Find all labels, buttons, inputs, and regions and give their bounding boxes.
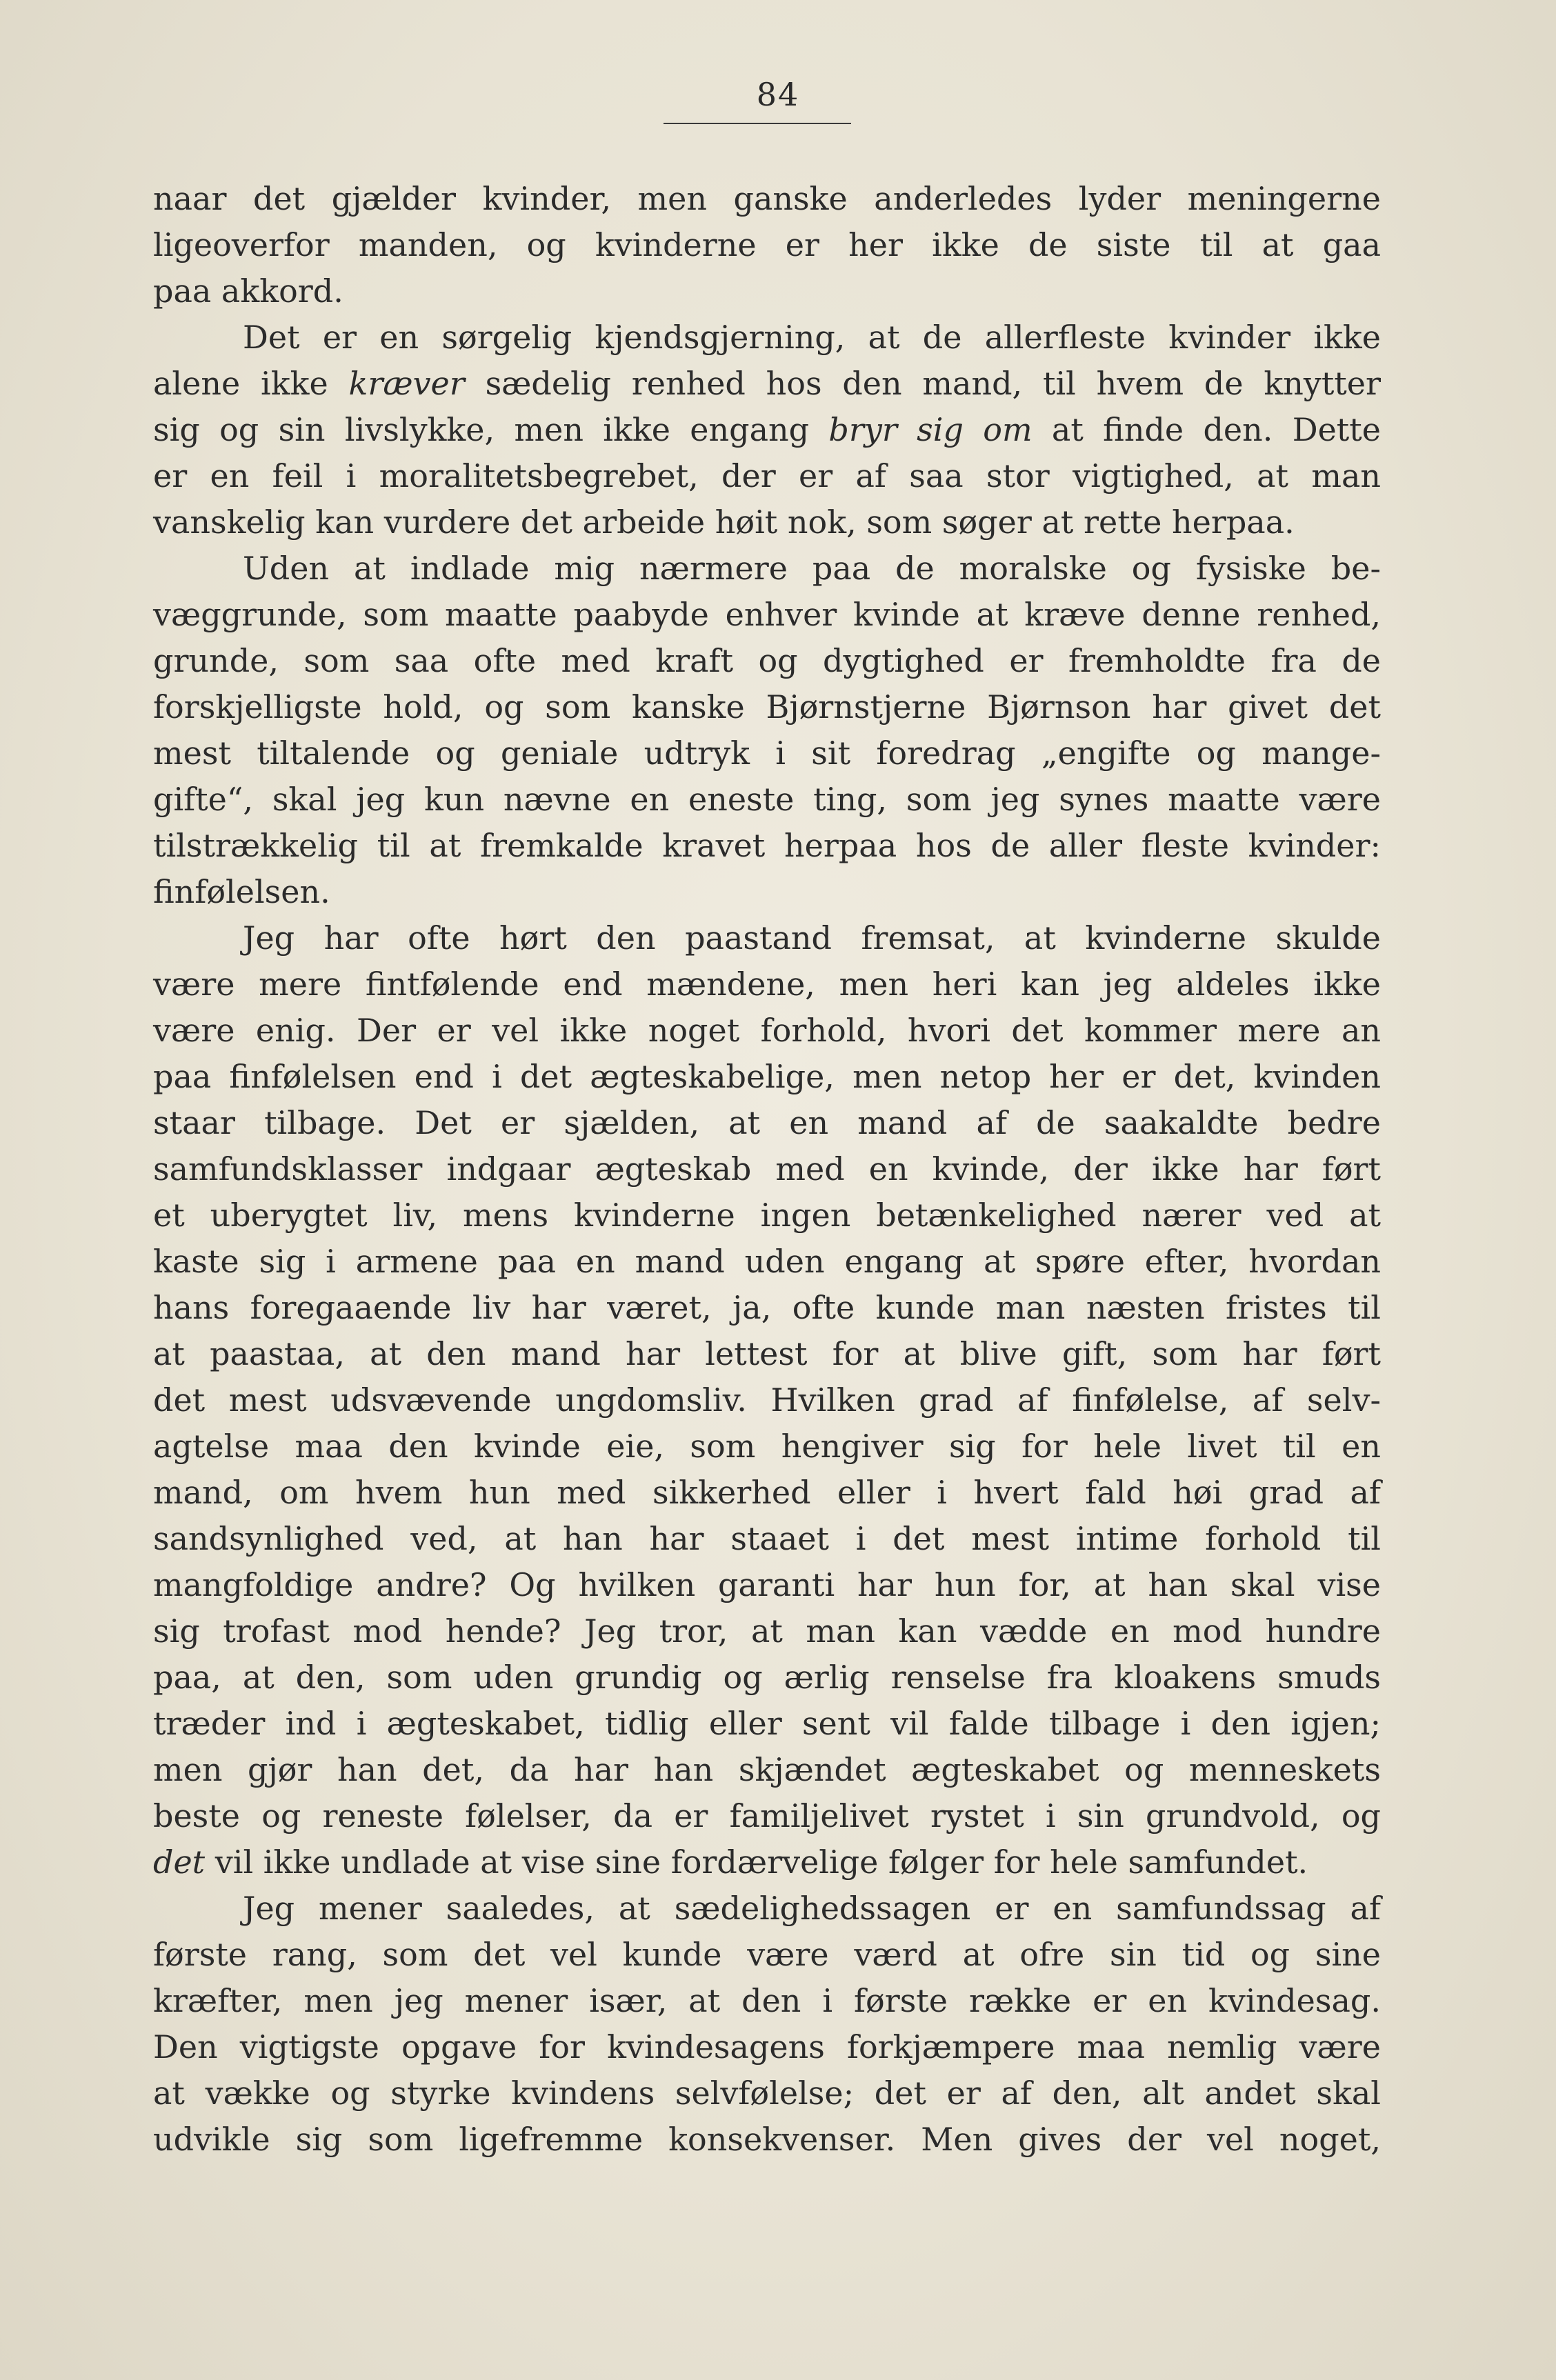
text-line: det vil ikke undlade at vise sine fordærvelige følger for hele samfundet. bbox=[153, 1843, 1308, 1881]
text-line: paa akkord. bbox=[153, 272, 343, 310]
text-line: naar det gjælder kvinder, men ganske anderledes lyder meningerne bbox=[153, 180, 1381, 217]
paragraph-first-line: Uden at indlade mig nærmere paa de moralske og fysiske be- bbox=[243, 550, 1381, 587]
text-line: forskjelligste hold, og som kanske Bjørnstjerne Bjørnson har givet det bbox=[153, 688, 1381, 726]
text-line: træder ind i ægteskabet, tidlig eller sent vil falde tilbage i den igjen; bbox=[153, 1705, 1381, 1742]
text-line: finfølelsen. bbox=[153, 873, 330, 910]
text-line: ligeoverfor manden, og kvinderne er her ikke de siste til at gaa bbox=[153, 226, 1381, 263]
text-line: Den vigtigste opgave for kvindesagens forkjæmpere maa nemlig være bbox=[153, 2028, 1381, 2066]
text-line: mangfoldige andre? Og hvilken garanti har hun for, at han skal vise bbox=[153, 1566, 1381, 1603]
paragraph-first-line: Det er en sørgelig kjendsgjerning, at de allerfleste kvinder ikke bbox=[243, 319, 1381, 356]
text-line: sandsynlighed ved, at han har staaet i det mest intime forhold til bbox=[153, 1520, 1381, 1557]
text-line: udvikle sig som ligefremme konsekvenser. Men gives der vel noget, bbox=[153, 2121, 1381, 2158]
text-line: paa, at den, som uden grundig og ærlig renselse fra kloakens smuds bbox=[153, 1659, 1381, 1696]
text-line: kaste sig i armene paa en mand uden engang at spøre efter, hvordan bbox=[153, 1243, 1381, 1280]
text-line: staar tilbage. Det er sjælden, at en mand af de saakaldte bedre bbox=[153, 1104, 1381, 1141]
text-line: mand, om hvem hun med sikkerhed eller i hvert fald høi grad af bbox=[153, 1474, 1381, 1511]
text-line: mest tiltalende og geniale udtryk i sit foredrag „engifte og mange- bbox=[153, 734, 1381, 772]
page-number-rule bbox=[664, 123, 851, 124]
italic-emphasis: bryr sig om bbox=[828, 411, 1033, 448]
text-line: vanskelig kan vurdere det arbeide høit nok, som søger at rette herpaa. bbox=[153, 503, 1295, 541]
text-line: det mest udsvævende ungdomsliv. Hvilken grad af finfølelse, af selv- bbox=[153, 1381, 1381, 1419]
text-line: at vække og styrke kvindens selvfølelse; det er af den, alt andet skal bbox=[153, 2074, 1381, 2112]
paragraph-first-line: Jeg mener saaledes, at sædelighedssagen er en samfundssag af bbox=[243, 1890, 1381, 1927]
text-line: paa finfølelsen end i det ægteskabelige, men netop her er det, kvinden bbox=[153, 1058, 1381, 1095]
text-line: hans foregaaende liv har været, ja, ofte kunde man næsten fristes til bbox=[153, 1289, 1381, 1326]
text-line: være mere fintfølende end mændene, men heri kan jeg aldeles ikke bbox=[153, 966, 1381, 1003]
page-number: 84 bbox=[756, 76, 800, 113]
text-line: sig trofast mod hende? Jeg tror, at man kan vædde en mod hundre bbox=[153, 1612, 1381, 1650]
text-line: men gjør han det, da har han skjændet ægteskabet og menneskets bbox=[153, 1751, 1381, 1788]
text-line: at paastaa, at den mand har lettest for at blive gift, som har ført bbox=[153, 1335, 1381, 1372]
text-line: væggrunde, som maatte paabyde enhver kvinde at kræve denne renhed, bbox=[153, 596, 1381, 633]
text-line: et uberygtet liv, mens kvinderne ingen betænkelighed nærer ved at bbox=[153, 1197, 1381, 1234]
text-line: alene ikke kræver sædelig renhed hos den mand, til hvem de knytter bbox=[153, 365, 1382, 402]
text-line: grunde, som saa ofte med kraft og dygtighed er fremholdte fra de bbox=[153, 642, 1381, 679]
italic-emphasis: kræver bbox=[348, 365, 465, 402]
italic-emphasis: det bbox=[153, 1843, 206, 1881]
paragraph-first-line: Jeg har ofte hørt den paastand fremsat, at kvinderne skulde bbox=[243, 919, 1381, 957]
text-line: samfundsklasser indgaar ægteskab med en kvinde, der ikke har ført bbox=[153, 1150, 1381, 1188]
text-line: sig og sin livslykke, men ikke engang bryr sig om at finde den. Dette bbox=[153, 411, 1381, 448]
text-line: tilstrækkelig til at fremkalde kravet herpaa hos de aller fleste kvinder: bbox=[153, 827, 1381, 864]
text-line: være enig. Der er vel ikke noget forhold, hvori det kommer mere an bbox=[153, 1012, 1381, 1049]
text-line: første rang, som det vel kunde være værd at ofre sin tid og sine bbox=[153, 1936, 1381, 1973]
text-line: agtelse maa den kvinde eie, som hengiver sig for hele livet til en bbox=[153, 1428, 1381, 1465]
text-line: beste og reneste følelser, da er familjelivet rystet i sin grundvold, og bbox=[153, 1797, 1381, 1834]
text-line: er en feil i moralitetsbegrebet, der er af saa stor vigtighed, at man bbox=[153, 457, 1381, 494]
body-text bbox=[153, 176, 1381, 2163]
text-line: kræfter, men jeg mener især, at den i første række er en kvindesag. bbox=[153, 1982, 1381, 2019]
text-line: gifte“, skal jeg kun nævne en eneste ting, som jeg synes maatte være bbox=[153, 781, 1381, 818]
